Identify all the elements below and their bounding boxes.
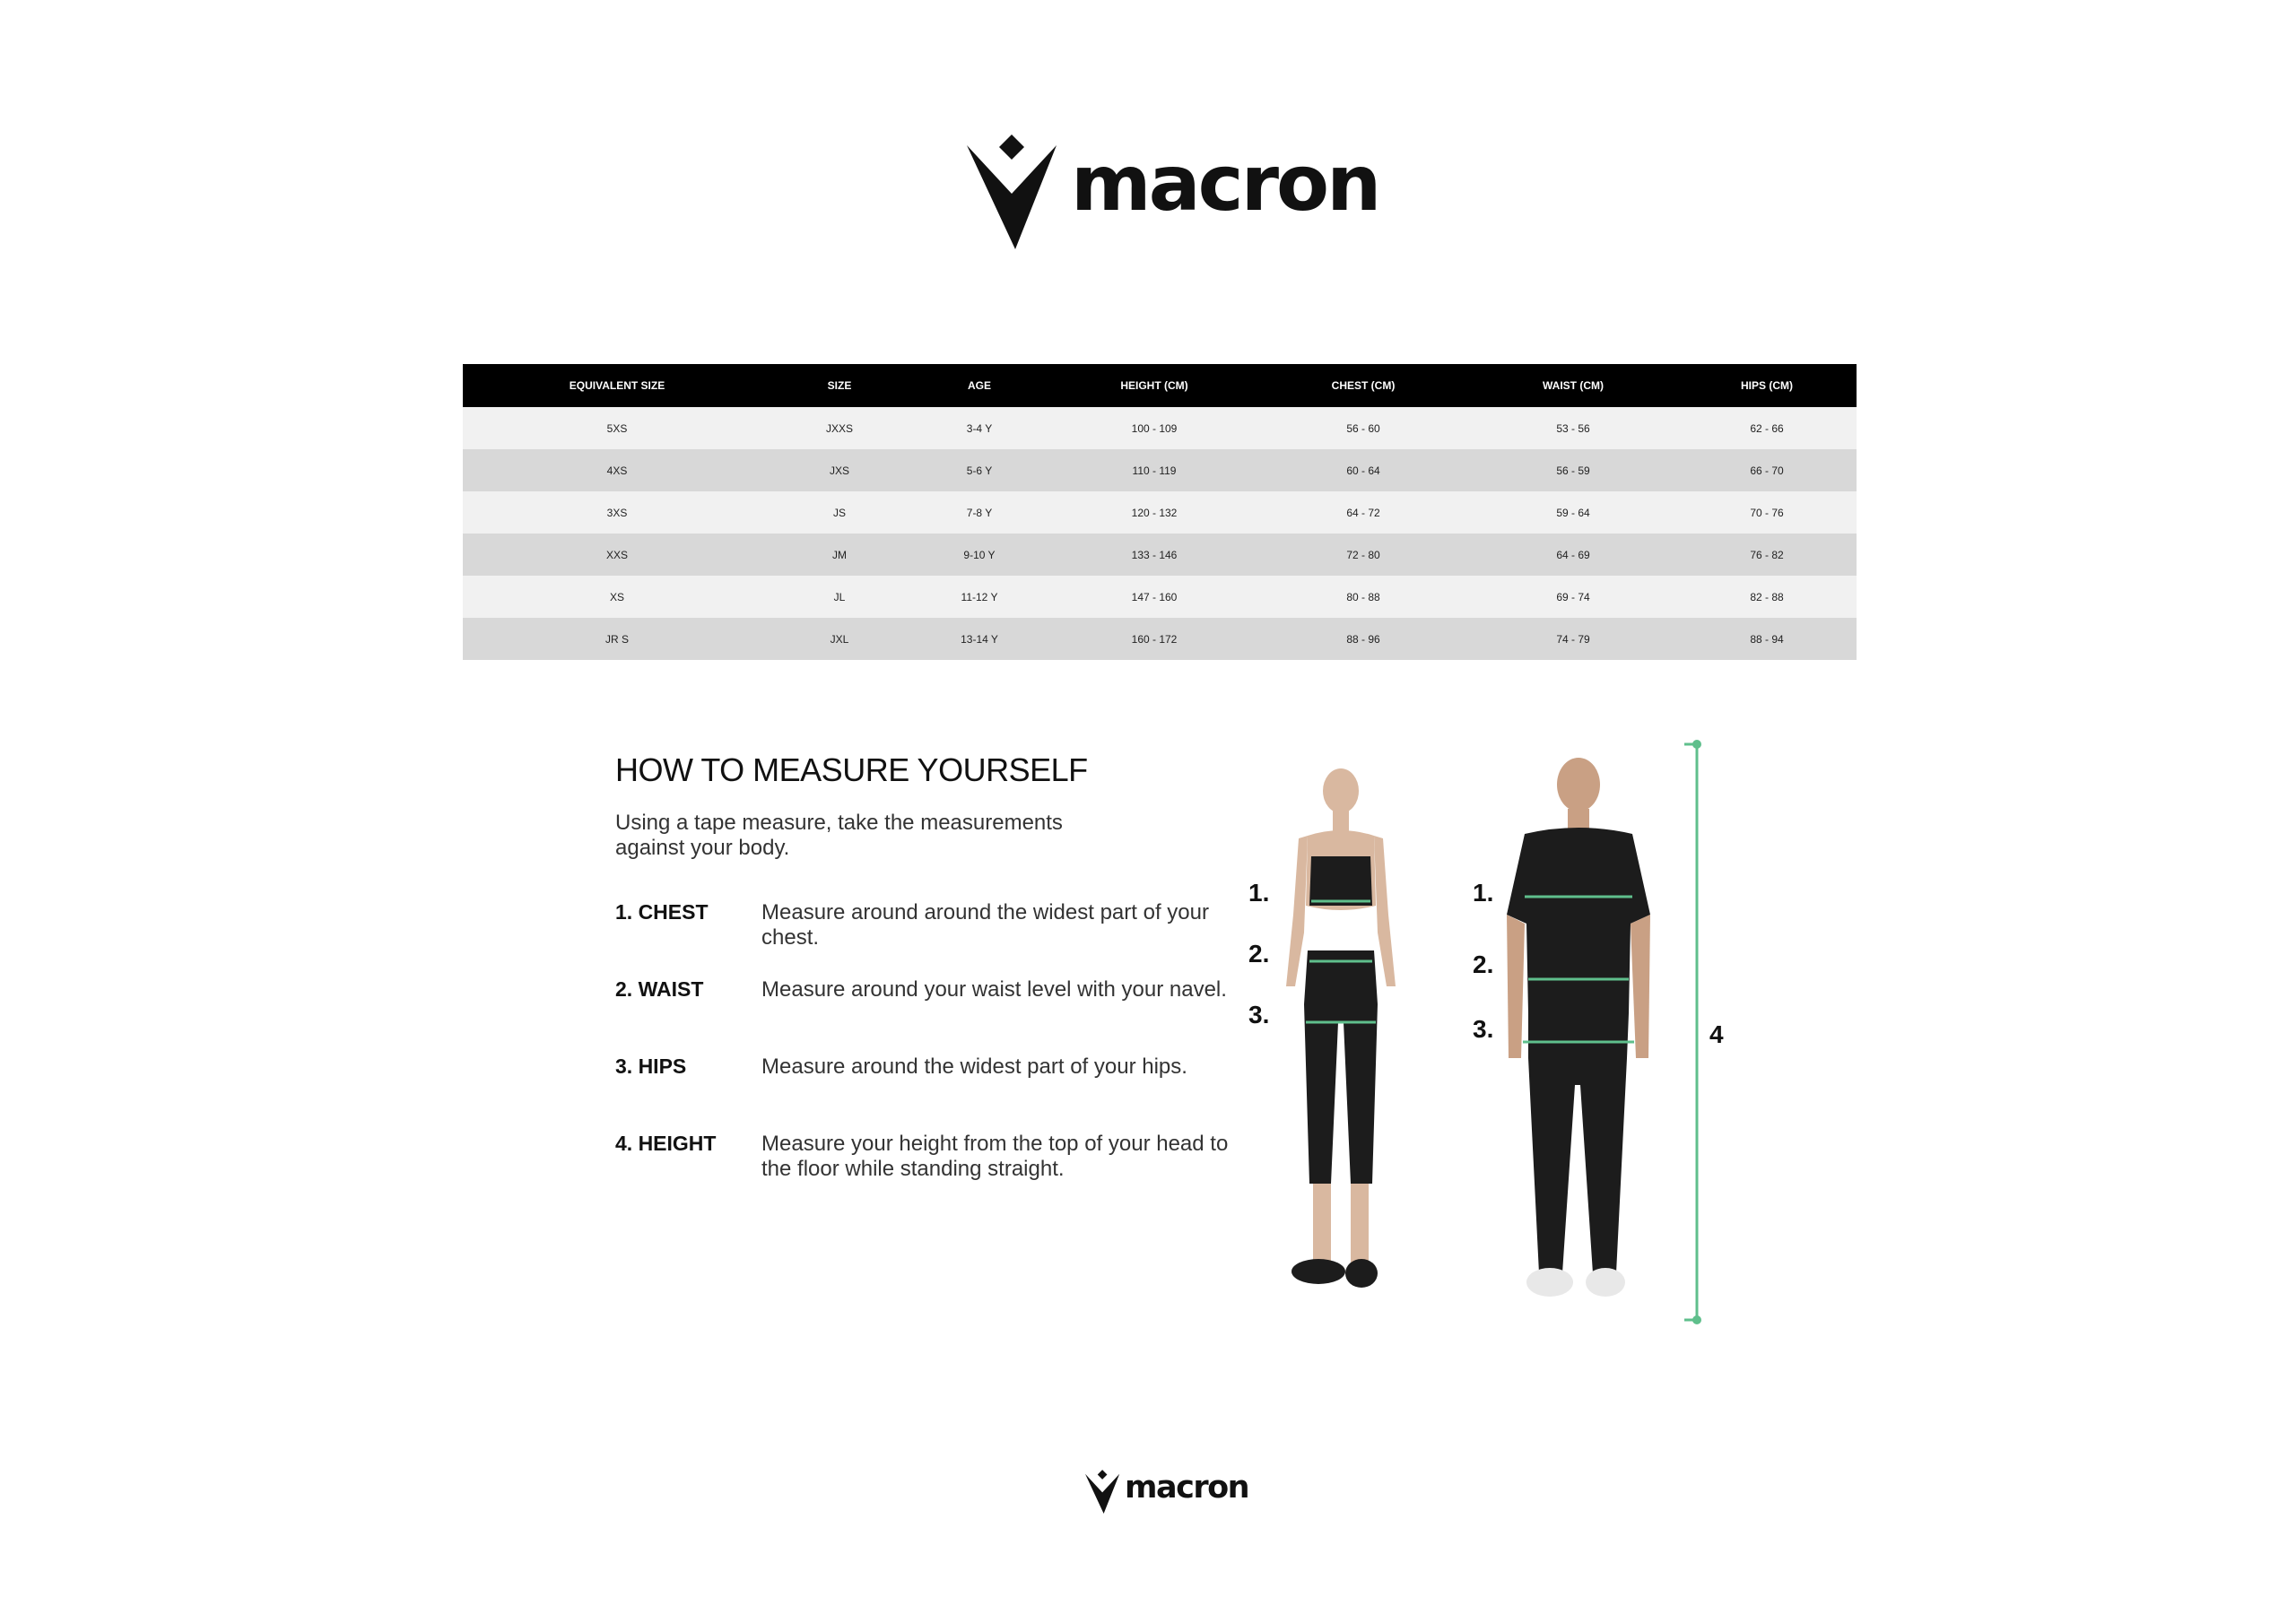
cell-equivalent-size: XS (463, 576, 771, 618)
cell-hips: 82 - 88 (1677, 576, 1857, 618)
step-description: Measure your height from the top of your head to the floor while standing straight. (761, 1132, 1229, 1181)
header-hips: HIPS (CM) (1677, 364, 1857, 407)
cell-height: 147 - 160 (1051, 576, 1257, 618)
table-row (463, 618, 1857, 660)
cell-equivalent-size: 4XS (463, 449, 771, 491)
cell-equivalent-size: JR S (463, 618, 771, 660)
cell-height: 133 - 146 (1051, 534, 1257, 576)
cell-chest: 80 - 88 (1257, 576, 1469, 618)
macron-hero-icon (1085, 1469, 1123, 1515)
cell-age: 3-4 Y (908, 407, 1051, 449)
woman-figure (1286, 768, 1396, 1288)
measurement-figures (1229, 735, 1731, 1336)
cell-equivalent-size: 5XS (463, 407, 771, 449)
cell-age: 11-12 Y (908, 576, 1051, 618)
howto-intro: Using a tape measure, take the measurements against your body. (615, 811, 1063, 860)
cell-size: JXL (771, 618, 908, 660)
step-description: Measure around your waist level with your navel. (761, 977, 1227, 1002)
cell-chest: 72 - 80 (1257, 534, 1469, 576)
table-row (463, 491, 1857, 534)
man-figure (1507, 758, 1650, 1297)
cell-size: JXXS (771, 407, 908, 449)
figure-label-waist: 2. (1248, 940, 1270, 968)
table-row (463, 407, 1857, 449)
figure-label-hips: 3. (1248, 1001, 1270, 1028)
cell-waist: 56 - 59 (1469, 449, 1677, 491)
cell-size: JL (771, 576, 908, 618)
cell-height: 110 - 119 (1051, 449, 1257, 491)
cell-waist: 53 - 56 (1469, 407, 1677, 449)
cell-chest: 56 - 60 (1257, 407, 1469, 449)
table-row (463, 534, 1857, 576)
macron-logo-top (967, 135, 1379, 251)
header-height: HEIGHT (CM) (1051, 364, 1257, 407)
cell-equivalent-size: 3XS (463, 491, 771, 534)
cell-waist: 59 - 64 (1469, 491, 1677, 534)
macron-hero-icon (967, 135, 1065, 251)
table-row (463, 449, 1857, 491)
header-age: AGE (908, 364, 1051, 407)
cell-hips: 88 - 94 (1677, 618, 1857, 660)
header-chest: CHEST (CM) (1257, 364, 1469, 407)
step-description: Measure around around the widest part of your chest. (761, 900, 1209, 950)
cell-height: 100 - 109 (1051, 407, 1257, 449)
step-description: Measure around the widest part of your hips. (761, 1055, 1187, 1079)
cell-age: 13-14 Y (908, 618, 1051, 660)
figure-label-height: 4 (1709, 1020, 1724, 1048)
header-size: SIZE (771, 364, 908, 407)
cell-size: JM (771, 534, 908, 576)
figure-label-chest: 1. (1248, 879, 1270, 907)
cell-age: 5-6 Y (908, 449, 1051, 491)
cell-waist: 69 - 74 (1469, 576, 1677, 618)
step-label: 2. WAIST (615, 977, 704, 1001)
cell-height: 160 - 172 (1051, 618, 1257, 660)
figure-label-waist-man: 2. (1473, 950, 1494, 978)
cell-height: 120 - 132 (1051, 491, 1257, 534)
cell-chest: 60 - 64 (1257, 449, 1469, 491)
figure-label-chest-man: 1. (1473, 879, 1494, 907)
cell-hips: 66 - 70 (1677, 449, 1857, 491)
cell-equivalent-size: XXS (463, 534, 771, 576)
step-label: 4. HEIGHT (615, 1132, 717, 1155)
brand-wordmark-bottom: macron (1125, 1470, 1249, 1506)
cell-size: JS (771, 491, 908, 534)
header-equivalent-size: EQUIVALENT SIZE (463, 364, 771, 407)
cell-age: 7-8 Y (908, 491, 1051, 534)
header-waist: WAIST (CM) (1469, 364, 1677, 407)
brand-wordmark: macron (1071, 139, 1379, 229)
cell-age: 9-10 Y (908, 534, 1051, 576)
step-label: 1. CHEST (615, 900, 709, 924)
step-label: 3. HIPS (615, 1055, 687, 1078)
table-row (463, 576, 1857, 618)
cell-waist: 64 - 69 (1469, 534, 1677, 576)
cell-waist: 74 - 79 (1469, 618, 1677, 660)
table-header-row (463, 364, 1857, 407)
cell-chest: 88 - 96 (1257, 618, 1469, 660)
cell-chest: 64 - 72 (1257, 491, 1469, 534)
cell-hips: 70 - 76 (1677, 491, 1857, 534)
size-chart-table (463, 364, 1857, 660)
macron-logo-bottom (1085, 1469, 1247, 1515)
howto-title: HOW TO MEASURE YOURSELF (615, 751, 1088, 788)
figure-label-hips-man: 3. (1473, 1015, 1494, 1043)
cell-size: JXS (771, 449, 908, 491)
cell-hips: 76 - 82 (1677, 534, 1857, 576)
cell-hips: 62 - 66 (1677, 407, 1857, 449)
